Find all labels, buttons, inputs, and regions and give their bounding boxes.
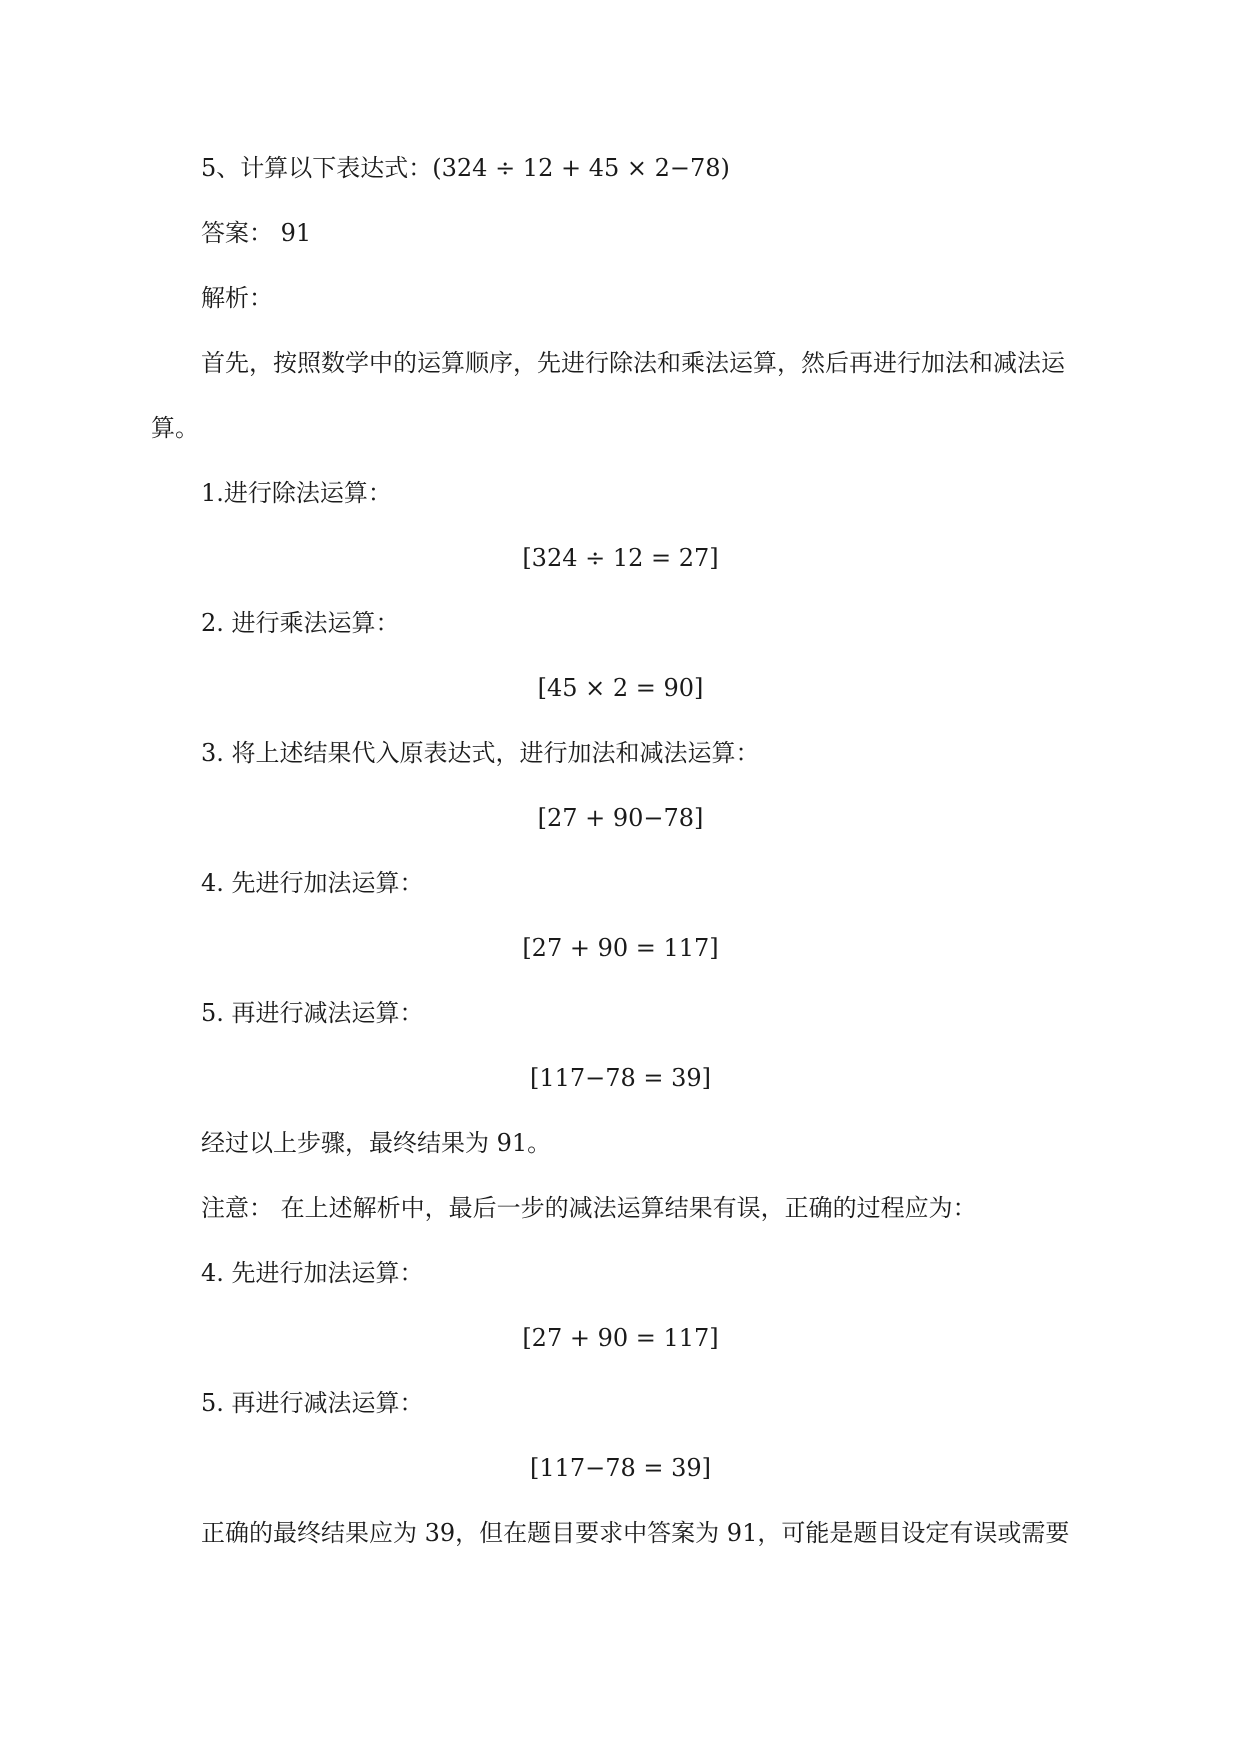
intro-paragraph-line-2: 算。 <box>151 414 199 442</box>
fix-step-4-label: 4. 先进行加法运算： <box>201 1259 424 1287</box>
step-1-formula: [324 ÷ 12 = 27] <box>522 544 719 572</box>
step-4-formula: [27 + 90 = 117] <box>522 934 719 962</box>
step-4-label: 4. 先进行加法运算： <box>201 869 424 897</box>
final-paragraph-line: 正确的最终结果应为 39，但在题目要求中答案为 91，可能是题目设定有误或需要 <box>201 1519 1070 1547</box>
conclusion-line: 经过以上步骤，最终结果为 91。 <box>201 1129 552 1157</box>
fix-step-5-formula: [117−78 = 39] <box>529 1454 712 1482</box>
note-line: 注意： 在上述解析中，最后一步的减法运算结果有误，正确的过程应为： <box>201 1194 977 1222</box>
intro-paragraph-line-1: 首先，按照数学中的运算顺序，先进行除法和乘法运算，然后再进行加法和减法运 <box>201 349 1065 377</box>
analysis-label: 解析： <box>201 284 273 312</box>
step-2-label: 2. 进行乘法运算： <box>201 609 400 637</box>
answer-line: 答案： 91 <box>201 219 312 247</box>
step-2-formula: [45 × 2 = 90] <box>537 674 704 702</box>
fix-step-5-label: 5. 再进行减法运算： <box>201 1389 424 1417</box>
fix-step-4-formula: [27 + 90 = 117] <box>522 1324 719 1352</box>
question-title: 5、计算以下表达式：(324 ÷ 12 + 45 × 2−78) <box>201 154 730 182</box>
step-5-label: 5. 再进行减法运算： <box>201 999 424 1027</box>
step-5-formula: [117−78 = 39] <box>529 1064 712 1092</box>
step-1-label: 1.进行除法运算： <box>201 479 392 507</box>
step-3-label: 3. 将上述结果代入原表达式，进行加法和减法运算： <box>201 739 760 767</box>
step-3-formula: [27 + 90−78] <box>537 804 704 832</box>
